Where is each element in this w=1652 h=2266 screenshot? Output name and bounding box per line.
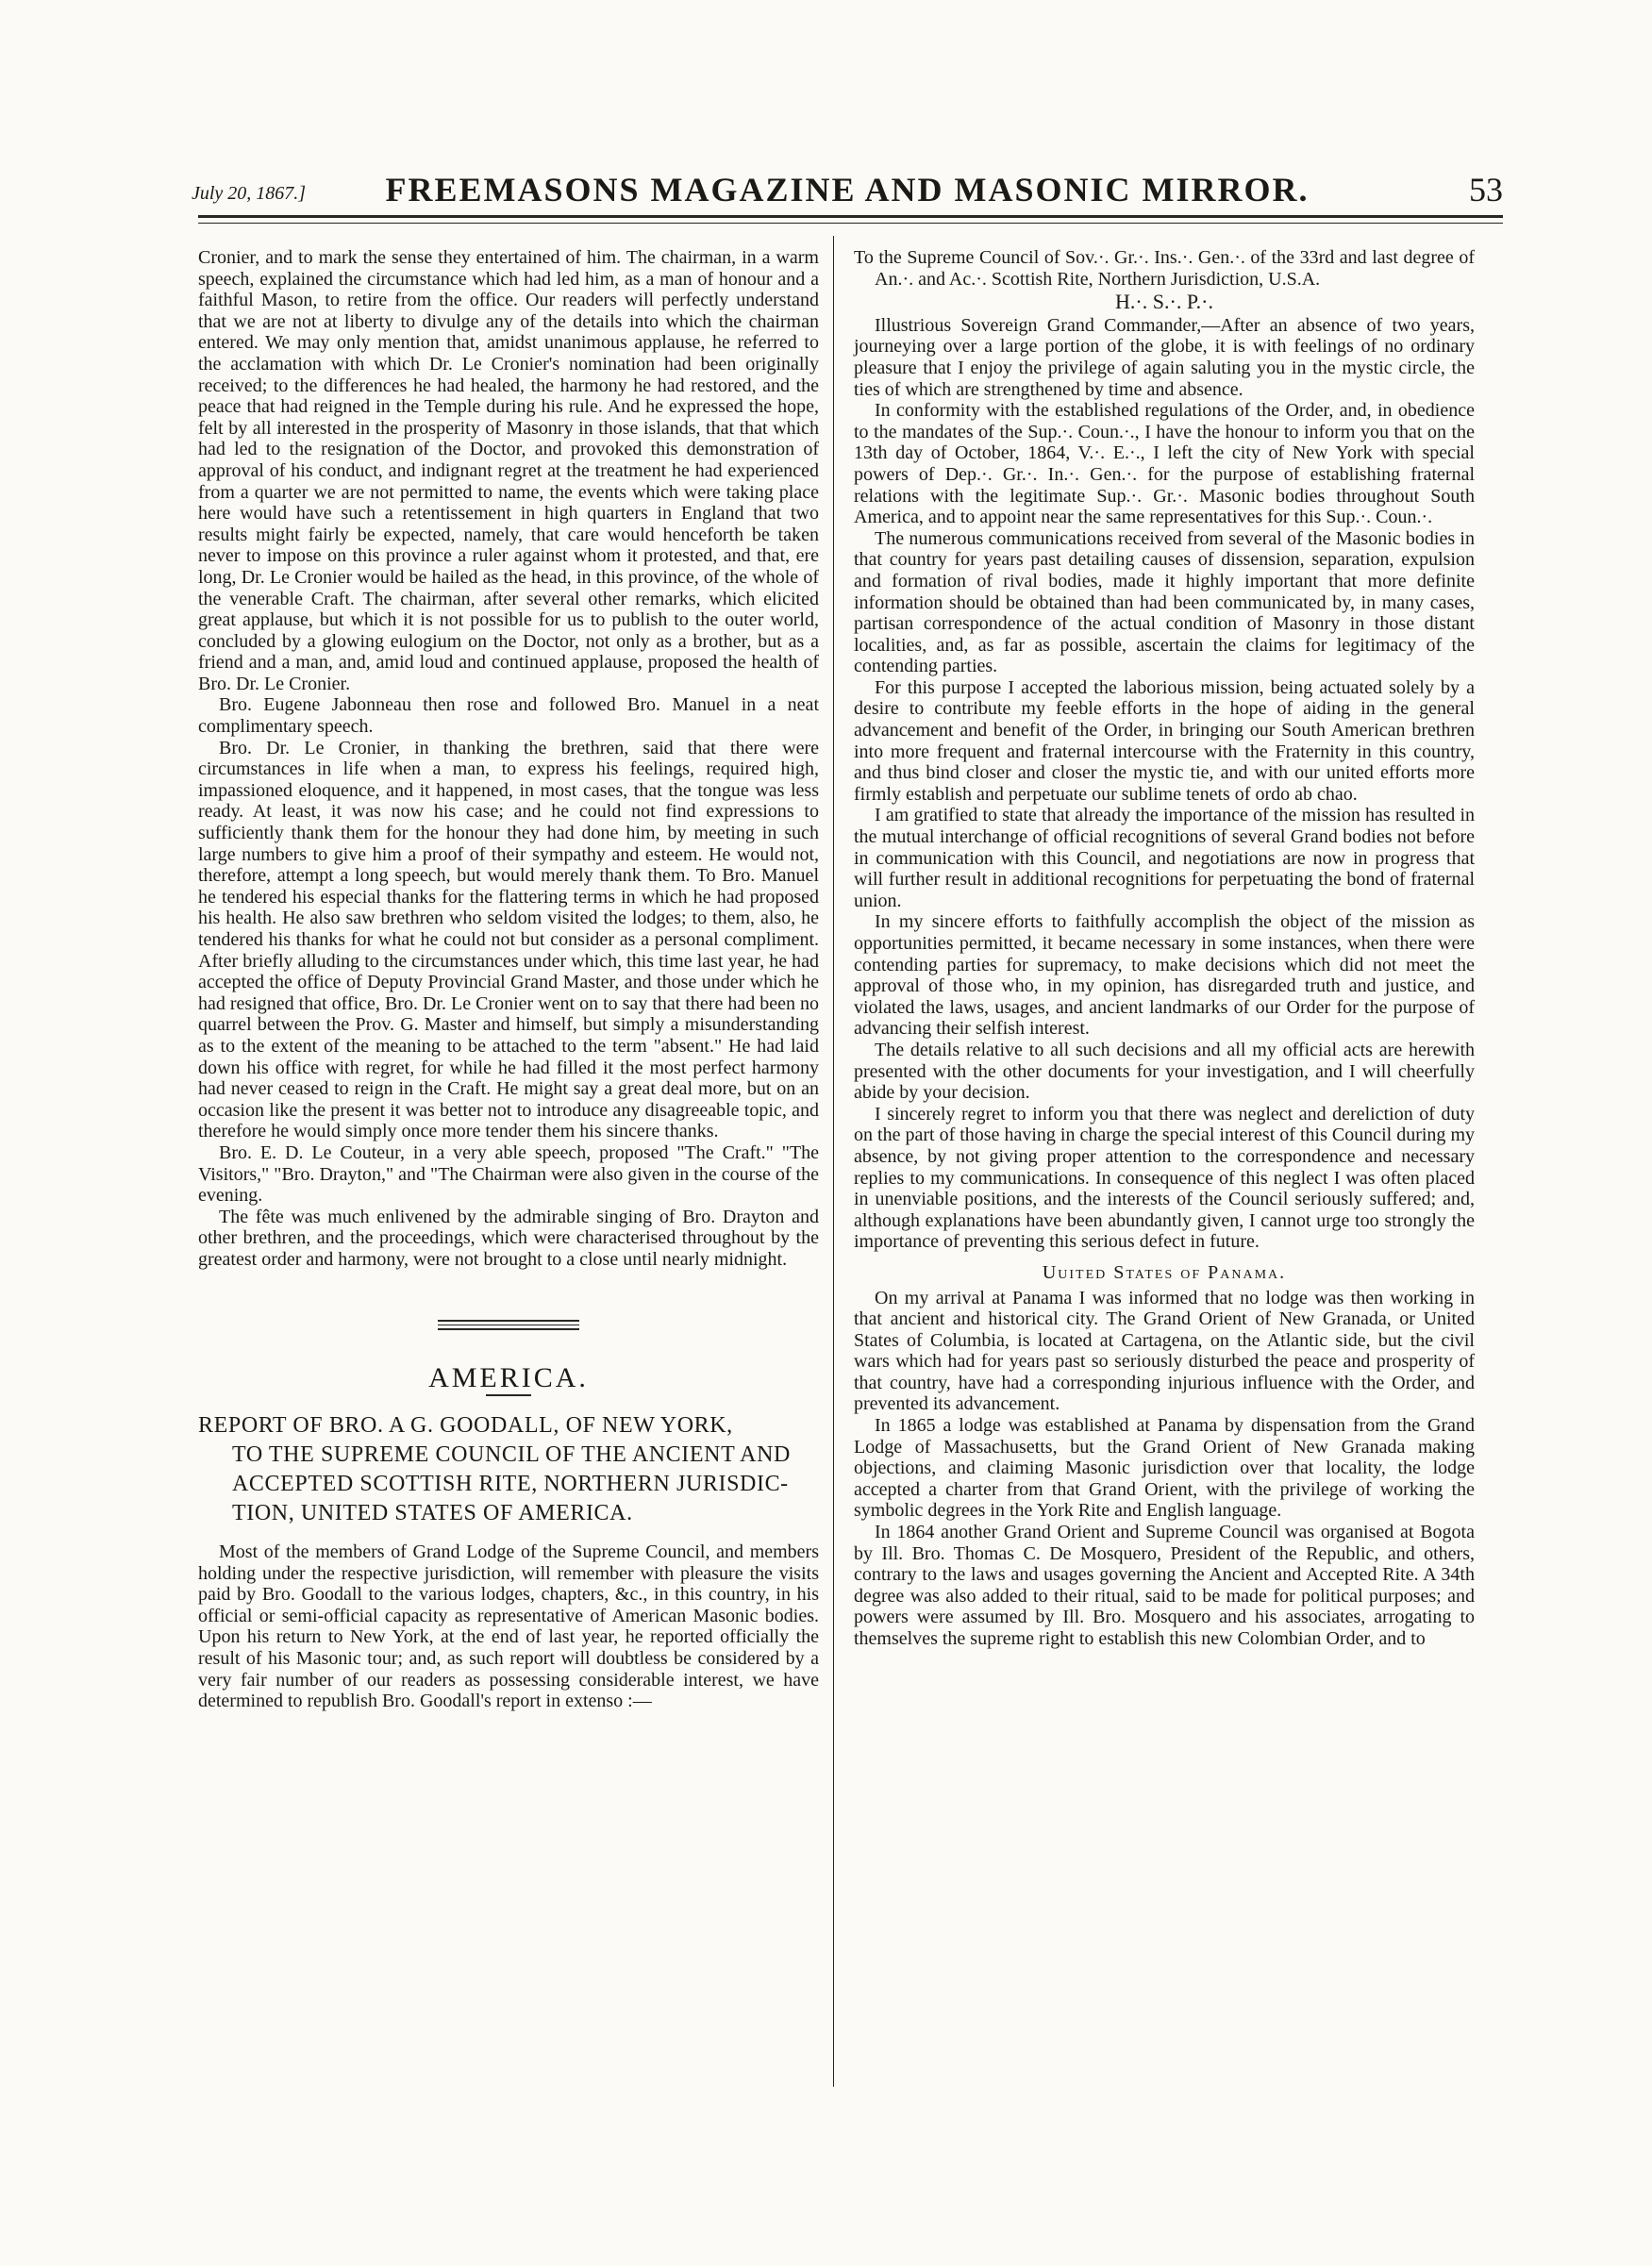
paragraph: In conformity with the established regulations of the Order, and, in obedience to the mandates of the Sup.·. Coun.·., I have the honour to inform you that on the 13th day of October, 1864, V.·. E.·., I left the city of New York with special powers of Dep.·. Gr.·. In.·. Gen.·. for the purpose of establishing fraternal relations with the legitimate Sup.·. Gr.·. Masonic bodies throughout South America, and to appoint near the same representatives for this Sup.·. Coun.·.	[854, 400, 1475, 528]
paragraph: Bro. Dr. Le Cronier, in thanking the brethren, said that there were circumstances in life when a man, to express his feelings, required high, impassioned eloquence, and it happened, in most cases, that the tongue was less ready. At least, it was now his case; and he could not find expressions to sufficiently thank them for the honour they had done him, by meeting in such large numbers to give him a proof of their sympathy and esteem. He would not, therefore, attempt a long speech, but would merely thank them. To Bro. Manuel he tendered his especial thanks for the flattering terms in which he had proposed his health. He also saw brethren who seldom visited the lodges; to them, also, he tendered his thanks for what he could not but consider as a personal compliment. After briefly alluding to the circumstances under which, this time last year, he had accepted the office of Deputy Provincial Grand Master, and those under which he had resigned that office, Bro. Dr. Le Cronier went on to say that there had been no quarrel between the Prov. G. Master and himself, but simply a misunderstanding as to the extent of the meaning to be attached to the term "absent." He had laid down his office with regret, for while he had filled it the most perfect harmony had never ceased to reign in the Craft. He might say a great deal more, but on an occasion like the present it was better not to introduce any disagreeable topic, and therefore he would simply once more tender them his sincere thanks.	[198, 737, 819, 1142]
paragraph: Illustrious Sovereign Grand Commander,—After an absence of two years, journeying over a large portion of the globe, it is with feelings of no ordinary pleasure that I enjoy the privilege of again saluting you in the mystic circle, the ties of which are strengthened by time and absence.	[854, 314, 1475, 400]
header-rule-top	[198, 215, 1503, 218]
paragraph: I sincerely regret to inform you that there was neglect and dereliction of duty on the part of those having in charge the special interest of this Council during my absence, by not giving proper attention to the correspondence and necessary replies to my communications. In consequence of this neglect I was often placed in unenviable positions, and the interests of the Council seriously suffered; and, although explanations have been abundantly given, I cannot urge too strongly the importance of preventing this serious defect in future.	[854, 1103, 1475, 1253]
section-divider	[438, 1328, 579, 1330]
issue-date: July 20, 1867.]	[192, 183, 307, 204]
paragraph: I am gratified to state that already the importance of the mission has resulted in the mutual interchange of official recognitions of several Grand bodies not before in communication with this Council, and negotiations are now in progress that will further result in additional recognitions for perpetuating the bond of fraternal union.	[854, 805, 1475, 911]
intro-paragraph: Most of the members of Grand Lodge of the Supreme Council, and members holding under the respective jurisdiction, will remember with pleasure the visits paid by Bro. Goodall to the various lodges, chapters, &c., in this country, in his official or semi-official capacity as representative of American Masonic bodies. Upon his return to New York, at the end of last year, he reported officially the result of his Masonic tour; and, as such report will doubtless be considered by a very fair number of our readers as possessing considerable interest, we have determined to republish Bro. Goodall's report in extenso :—	[198, 1541, 819, 1712]
paragraph: Bro. E. D. Le Couteur, in a very able speech, proposed "The Craft." "The Visitors," "Bro. Drayton," and "The Chairman were also given in the course of the evening.	[198, 1141, 819, 1207]
paragraph: For this purpose I accepted the laborious mission, being actuated solely by a desire to contribute my feeble efforts in the hope of aiding in the general advancement and benefit of the Order, in bringing our South American brethren into more frequent and fraternal intercourse with the Fraternity in this country, and thus bind closer and closer the mystic tie, and with our united efforts more firmly establish and perpetuate our sublime tenets of ordo ab chao.	[854, 676, 1475, 805]
report-heading-line: ACCEPTED SCOTTISH RITE, NORTHERN JURISDIC-	[232, 1472, 789, 1497]
paragraph: The numerous communications received from several of the Masonic bodies in that country for years past detailing causes of dissension, separation, expulsion and formation of rival bodies, made it highly important that more definite information should be obtained than had been communicated by, in many cases, partisan correspondence of the actual condition of Masonry in those distant localities, and, as far as possible, ascertain the claims for legitimacy of the contending parties.	[854, 527, 1475, 677]
report-heading-line: TO THE SUPREME COUNCIL OF THE ANCIENT AND	[232, 1442, 791, 1468]
column-divider	[833, 236, 834, 2087]
report-heading-line: TION, UNITED STATES OF AMERICA.	[232, 1501, 633, 1526]
title-underline	[486, 1394, 531, 1396]
magazine-title: FREEMASONS MAGAZINE AND MASONIC MIRROR.	[385, 171, 1310, 208]
paragraph: The details relative to all such decisions and all my official acts are herewith presented with the other documents for your investigation, and I will cheerfully abide by your decision.	[854, 1039, 1475, 1104]
left-column	[198, 247, 819, 1712]
page-number: 53	[1469, 171, 1503, 208]
salutation: H.·. S.·. P.·.	[1115, 290, 1213, 314]
page-header	[192, 170, 1503, 208]
paragraph: Bro. Eugene Jabonneau then rose and followed Bro. Manuel in a neat complimentary speech.	[198, 694, 819, 738]
paragraph: On my arrival at Panama I was informed that no lodge was then working in that ancient and historical city. The Grand Orient of New Granada, or United States of Columbia, is located at Cartagena, on the Atlantic side, but the civil wars which had for years past so seriously disturbed the peace and prosperity of that country, have had a corresponding injurious influence with the Order, and prevented its advancement.	[854, 1287, 1475, 1415]
paragraph: Cronier, and to mark the sense they entertained of him. The chairman, in a warm speech, explained the circumstance which had led him, as a man of honour and a faithful Mason, to retire from the office. Our readers will perfectly understand that we are not at liberty to divulge any of the details into which the chairman entered. We may only mention that, amidst unanimous applause, he referred to the acclamation with which Dr. Le Cronier's nomination had been originally received; to the differences he had healed, the harmony he had restored, and the peace that had reigned in the Temple during his rule. And he expressed the hope, felt by all interested in the prosperity of Masonry in those islands, that that which had led to the resignation of the Doctor, and provoked this demonstration of approval of his conduct, and indignant regret at the treatment he had experienced from a quarter we are not permitted to name, the events which were taking place here would have such a retentissement in high quarters in England that two results might fairly be expected, namely, that care would henceforth be taken never to impose on this province a ruler against whom it protested, and that, ere long, Dr. Le Cronier would be hailed as the head, in this province, of the whole of the venerable Craft. The chairman, after several other remarks, which elicited great applause, but which it is not possible for us to publish to the outer world, concluded by a glowing eulogium on the Doctor, not only as a brother, but as a friend and a man, and, amid loud and continued applause, proposed the health of Bro. Dr. Le Cronier.	[198, 247, 819, 694]
paragraph: The fête was much enlivened by the admirable singing of Bro. Drayton and other brethren, and the proceedings, which were characterised throughout by the greatest order and harmony, were not brought to a close until nearly midnight.	[198, 1206, 819, 1270]
header-rule-bottom	[198, 223, 1503, 224]
report-heading-line: REPORT OF BRO. A G. GOODALL, OF NEW YORK,	[198, 1413, 733, 1439]
report-heading	[198, 1411, 819, 1528]
address: To the Supreme Council of Sov.·. Gr.·. Ins.·. Gen.·. of the 33rd and last degree of An.·. and Ac.·. Scottish Rite, Northern Jurisdiction, U.S.A.	[854, 247, 1475, 290]
paragraph: In 1864 another Grand Orient and Supreme Council was organised at Bogota by Ill. Bro. Thomas C. De Mosquero, President of the Republic, and others, contrary to the laws and usages governing the Ancient and Accepted Rite. A 34th degree was also added to their ritual, said to be made for political purposes; and powers were assumed by Ill. Bro. Mosquero and his associates, arrogating to themselves the supreme right to establish this new Colombian Order, and to	[854, 1522, 1475, 1649]
subheading: Uuited States of Panama.	[1042, 1261, 1287, 1283]
section-divider	[438, 1320, 579, 1322]
paragraph: In 1865 a lodge was established at Panama by dispensation from the Grand Lodge of Massachusetts, but the Grand Orient of New Granada making objections, and claiming Masonic jurisdiction over that locality, the lodge accepted a charter from that Grand Orient, with the privilege of working the symbolic degrees in the York Rite and English language.	[854, 1415, 1475, 1522]
right-column	[854, 247, 1475, 1650]
section-title: AMERICA.	[428, 1361, 589, 1393]
paragraph: In my sincere efforts to faithfully accomplish the object of the mission as opportunities permitted, it became necessary in some instances, when there were contending parties for supremacy, to make decisions which did not meet the approval of those who, in my opinion, has disregarded truth and justice, and violated the laws, usages, and ancient landmarks of our Order for the purpose of advancing their selfish interest.	[854, 911, 1475, 1040]
